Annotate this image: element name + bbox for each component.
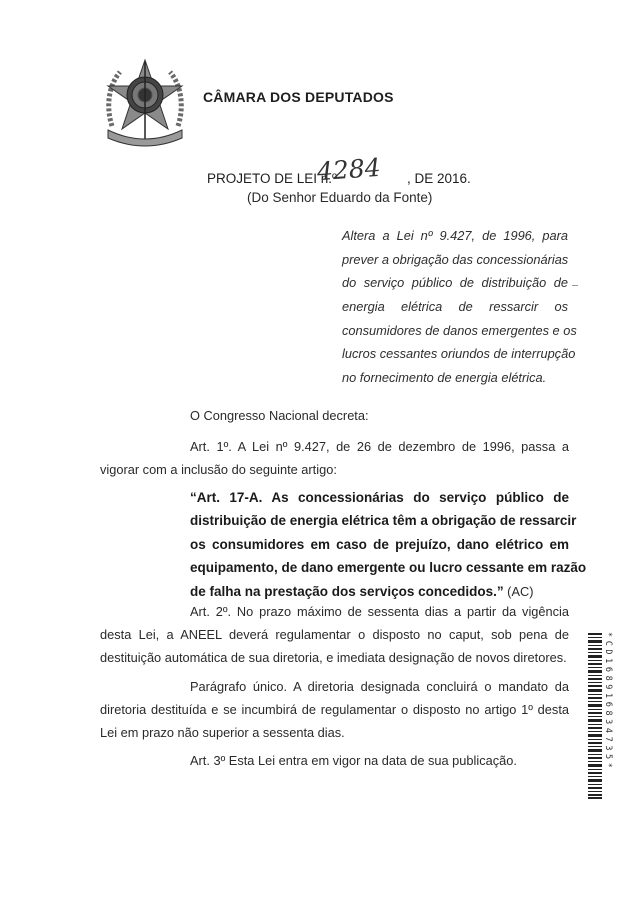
bill-prefix: PROJETO DE LEI n.º [207, 171, 337, 186]
art2-line: destituição automática de sua diretoria, e imediata designação de novos diretores. [100, 649, 567, 665]
bill-suffix: , DE 2016. [406, 171, 471, 186]
ementa-line: energia elétrica de ressarcir os [342, 299, 568, 315]
art17a-line: de falha na prestação dos serviços concedidos.” [190, 583, 504, 599]
bill-author: (Do Senhor Eduardo da Fonte) [247, 190, 433, 205]
bill-ementa [342, 224, 577, 390]
art17a-line: equipamento, de dano emergente ou lucro cessante em razão [190, 560, 587, 576]
paragraph-line: diretoria destituída e se incumbirá de regulamentar o disposto no artigo 1º desta [100, 702, 569, 717]
brazil-coat-of-arms-icon [98, 56, 192, 152]
art17a-line: “Art. 17-A. As concessionárias do serviço público de [190, 490, 569, 505]
ementa-line: no fornecimento de energia elétrica. [342, 370, 547, 386]
art3-line: Art. 3º Esta Lei entra em vigor na data de sua publicação. [190, 753, 517, 768]
ementa-line: consumidores de danos emergentes e os [342, 322, 577, 338]
art1-line: vigorar com a inclusão do seguinte artigo: [100, 462, 337, 477]
paragraph-line: Lei em prazo não superior a sessenta dias. [100, 724, 345, 740]
barcode-icon [588, 633, 602, 799]
art2-line: desta Lei, a ANEEL deverá regulamentar o disposto no caput, sob pena de [100, 627, 569, 642]
chamber-name: CÂMARA DOS DEPUTADOS [203, 89, 394, 105]
art17a-line: os consumidores em caso de prejuízo, dano elétrico em [190, 536, 569, 552]
art17a-block [190, 486, 587, 603]
art17a-line: distribuição de energia elétrica têm a obrigação de ressarcir [190, 513, 577, 529]
art2-line: Art. 2º. No prazo máximo de sessenta dias a partir da vigência [190, 604, 569, 619]
paragraph-line: Parágrafo único. A diretoria designada concluirá o mandato da [190, 679, 569, 694]
ementa-line: prever a obrigação das concessionárias [342, 251, 569, 267]
ementa-line: Altera a Lei nº 9.427, de 1996, para [342, 228, 568, 243]
bill-number-handwritten: 4284 [316, 152, 382, 187]
barcode-text: *CD168916834735* [603, 632, 613, 772]
ementa-line: do serviço público de distribuição de [342, 275, 568, 291]
bill-title [207, 152, 471, 187]
art17a-tag: (AC) [503, 583, 534, 599]
scan-mark [572, 285, 578, 286]
art1-line: Art. 1º. A Lei nº 9.427, de 26 de dezembro de 1996, passa a [190, 439, 569, 454]
enactment-clause: O Congresso Nacional decreta: [190, 408, 369, 423]
ementa-line: lucros cessantes oriundos de interrupção [342, 346, 576, 362]
